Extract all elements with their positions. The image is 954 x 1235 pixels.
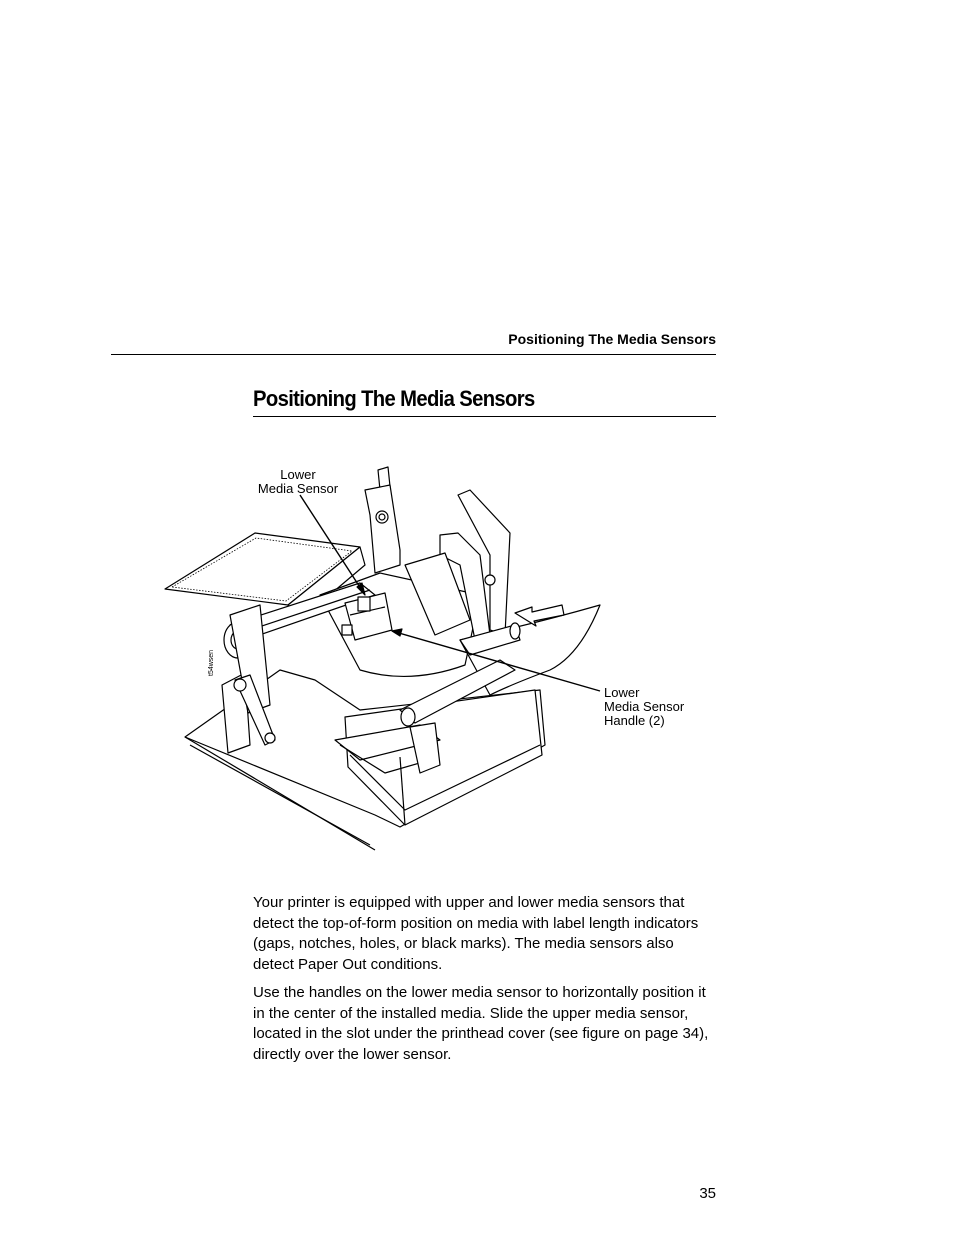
printer-illustration — [160, 455, 720, 855]
figure-code: t54wsen — [208, 649, 215, 676]
header-rule — [111, 354, 716, 355]
body-paragraph-2: Use the handles on the lower media sensor to horizontally position it in the center of the installed media. Slide the upper media sensor, located in the slot under the printhead cover (see figure on page 34), directly over the lower sensor. — [253, 984, 709, 1063]
callout-lower-media-sensor-handle: Lower Media Sensor Handle (2) — [604, 685, 685, 728]
body-paragraph-1: Your printer is equipped with upper and lower media sensors that detect the top-of-form position on media with label length indicators (gaps, notches, holes, or black marks). The media sensors also detect Paper Out conditions. — [253, 894, 699, 973]
running-header: Positioning The Media Sensors — [508, 331, 716, 347]
section-title: Positioning The Media Sensors — [253, 386, 535, 411]
title-rule — [253, 416, 716, 417]
callout-lower-media-sensor: Lower Media Sensor — [257, 467, 339, 496]
page-number: 35 — [699, 1185, 716, 1202]
